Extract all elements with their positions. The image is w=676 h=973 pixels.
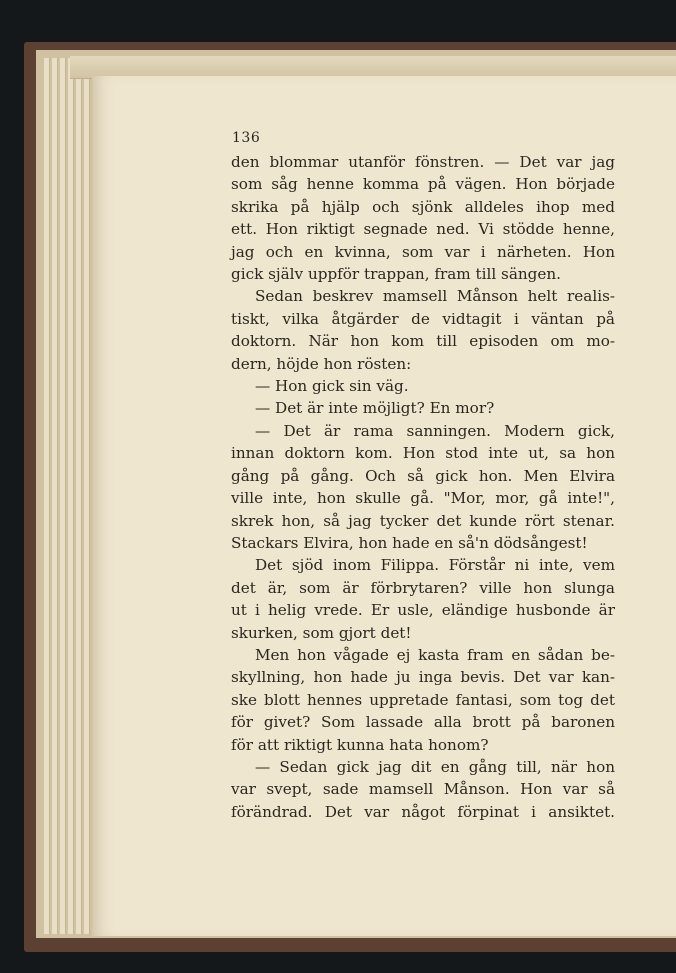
text-line: för att riktigt kunna hata honom? — [231, 735, 489, 754]
text-line: Det sjöd inom Filippa. Förstår ni inte, vem — [255, 556, 615, 575]
page-edge — [84, 58, 90, 934]
text-line: — Hon gick sin väg. — [255, 377, 409, 396]
text-line: var svept, sade mamsell Månson. Hon var så — [231, 780, 615, 799]
page-edge — [52, 58, 58, 934]
text-line: doktorn. När hon kom till episoden om mo- — [231, 332, 615, 351]
text-line: ett. Hon riktigt segnade ned. Vi stödde henne, — [231, 220, 615, 239]
text-line: gick själv uppför trappan, fram till sängen. — [231, 265, 561, 284]
text-line: det är, som är förbrytaren? ville hon slunga — [231, 578, 615, 597]
text-line: den blommar utanför fönstren. — Det var jag — [231, 153, 615, 171]
page-number: 136 — [232, 130, 261, 146]
page-edge — [60, 58, 66, 934]
page-edge — [68, 58, 74, 934]
text-line: skyllning, hon hade ju inga bevis. Det var kan- — [231, 668, 615, 687]
text-line: förändrad. Det var något förpinat i ansiktet. — [231, 802, 615, 821]
text-line: gång på gång. Och så gick hon. Men Elvira — [231, 466, 615, 485]
text-line: — Det är inte möjligt? En mor? — [255, 399, 495, 418]
text-line: Men hon vågade ej kasta fram en sådan be- — [255, 645, 615, 664]
text-line: tiskt, vilka åtgärder de vidtagit i väntan på — [231, 309, 615, 328]
text-line: skurken, som gjort det! — [231, 623, 412, 642]
text-line: ske blott hennes uppretade fantasi, som tog det — [231, 690, 615, 709]
text-line: som såg henne komma på vägen. Hon började — [231, 175, 615, 194]
page-text — [231, 151, 615, 823]
text-line: Stackars Elvira, hon hade en så'n dödsångest! — [231, 533, 588, 552]
text-line: för givet? Som lassade alla brott på baronen — [231, 713, 615, 732]
text-line: ville inte, hon skulle gå. "Mor, mor, gå inte!", — [231, 489, 615, 508]
text-line: skrek hon, så jag tycker det kunde rört stenar. — [231, 511, 615, 530]
text-line: ut i helig vrede. Er usle, eländige husbonde är — [231, 601, 615, 620]
text-line: dern, höjde hon rösten: — [231, 354, 412, 373]
text-line: innan doktorn kom. Hon stod inte ut, sa hon — [231, 444, 615, 463]
text-line: — Det är rama sanningen. Modern gick, — [255, 421, 615, 440]
page-edge — [76, 58, 82, 934]
text-line: skrika på hjälp och sjönk alldeles ihop med — [231, 197, 615, 216]
page-edge — [44, 58, 50, 934]
text-line: jag och en kvinna, som var i närheten. Hon — [231, 242, 615, 261]
text-line: — Sedan gick jag dit en gång till, när hon — [255, 757, 615, 776]
text-line: Sedan beskrev mamsell Månson helt realis- — [255, 287, 615, 306]
